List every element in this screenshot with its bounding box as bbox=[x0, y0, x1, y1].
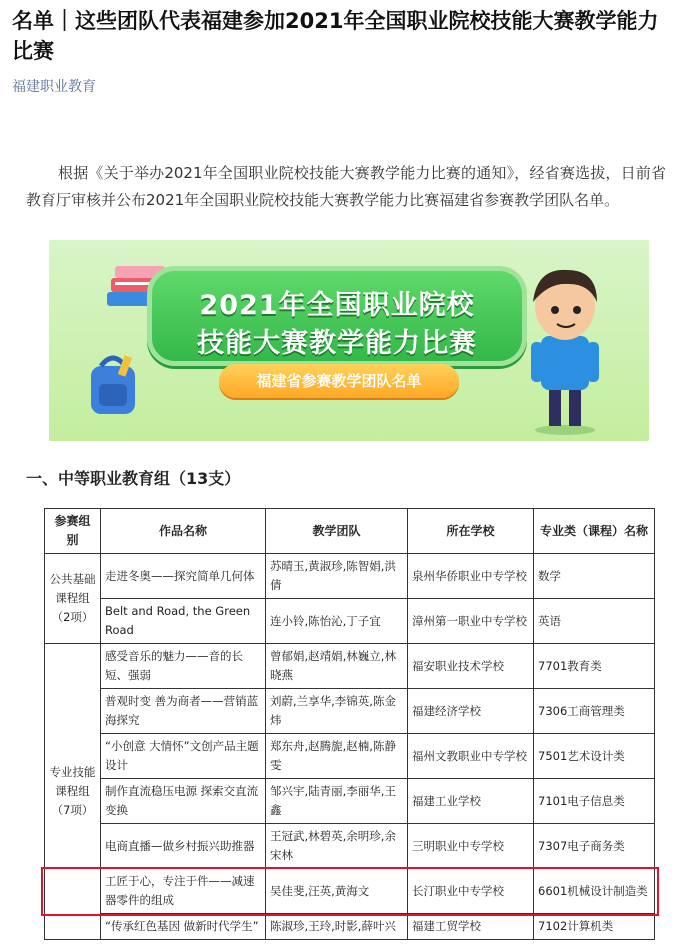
team-cell: 陈淑珍,王玲,时影,薛叶兴 bbox=[266, 914, 408, 940]
school-cell: 泉州华侨职业中专学校 bbox=[408, 554, 534, 599]
major-cell: 7101电子信息类 bbox=[534, 779, 655, 824]
intro-paragraph: 根据《关于举办2021年全国职业院校技能大赛教学能力比赛的通知》，经省赛选拔，日前省教育厅审核并公布2021年全国职业院校技能大赛教学能力比赛福建省参赛教学团队名单。 bbox=[26, 164, 666, 209]
account-name-link[interactable]: 福建职业教育 bbox=[12, 79, 96, 95]
team-cell: 吴佳斐,汪英,黄海文 bbox=[266, 869, 408, 914]
school-cell: 漳州第一职业中专学校 bbox=[408, 599, 534, 644]
work-cell: “传承红色基因 做新时代学生” bbox=[101, 914, 266, 940]
header-school: 所在学校 bbox=[408, 509, 534, 554]
school-cell: 福安职业技术学校 bbox=[408, 644, 534, 689]
work-cell: 工匠于心，专注于件——减速器零件的组成 bbox=[101, 869, 266, 914]
major-cell: 6601机械设计制造类 bbox=[534, 869, 655, 914]
team-cell: 苏晴玉,黄淑珍,陈智娟,洪倩 bbox=[266, 554, 408, 599]
team-cell: 郑东舟,赵腾旎,赵楠,陈静雯 bbox=[266, 734, 408, 779]
school-cell: 长汀职业中专学校 bbox=[408, 869, 534, 914]
table-row-highlighted bbox=[45, 869, 655, 914]
table-header-row bbox=[45, 509, 655, 554]
school-cell: 三明职业中专学校 bbox=[408, 824, 534, 869]
student-character-icon bbox=[519, 262, 609, 437]
group-cell-professional: 专业技能课程组（7项） bbox=[45, 644, 101, 940]
table-row bbox=[45, 734, 655, 779]
table-row bbox=[45, 644, 655, 689]
table-row bbox=[45, 554, 655, 599]
group-cell-public: 公共基础课程组（2项） bbox=[45, 554, 101, 644]
header-team: 教学团队 bbox=[266, 509, 408, 554]
header-work: 作品名称 bbox=[101, 509, 266, 554]
major-cell: 7102计算机类 bbox=[534, 914, 655, 940]
work-cell: “小创意 大情怀”文创产品主题设计 bbox=[101, 734, 266, 779]
team-cell: 曾郁娟,赵靖娟,林巍立,林晓燕 bbox=[266, 644, 408, 689]
work-cell: 电商直播—做乡村振兴助推器 bbox=[101, 824, 266, 869]
major-cell: 英语 bbox=[534, 599, 655, 644]
school-cell: 福建工贸学校 bbox=[408, 914, 534, 940]
header-group: 参赛组别 bbox=[45, 509, 101, 554]
table-row bbox=[45, 824, 655, 869]
teams-table bbox=[44, 508, 655, 940]
table-row bbox=[45, 599, 655, 644]
banner-image bbox=[49, 240, 649, 441]
table-row bbox=[45, 689, 655, 734]
team-cell: 刘蔚,兰享华,李锦英,陈金炜 bbox=[266, 689, 408, 734]
backpack-icon bbox=[83, 350, 143, 420]
major-cell: 7306工商管理类 bbox=[534, 689, 655, 734]
major-cell: 7701教育类 bbox=[534, 644, 655, 689]
article-title: 名单｜这些团队代表福建参加2021年全国职业院校技能大赛教学能力比赛 bbox=[12, 9, 659, 63]
table-row bbox=[45, 914, 655, 940]
major-cell: 7501艺术设计类 bbox=[534, 734, 655, 779]
work-cell: 制作直流稳压电源 探索交直流变换 bbox=[101, 779, 266, 824]
work-cell: 普观时变 善为商者——营销蓝海探究 bbox=[101, 689, 266, 734]
banner-subtitle: 福建省参赛教学团队名单 bbox=[219, 364, 459, 398]
team-cell: 邹兴宇,陆青丽,李丽华,王鑫 bbox=[266, 779, 408, 824]
banner-title-line2: 技能大赛教学能力比赛 bbox=[197, 328, 477, 359]
major-cell: 数学 bbox=[534, 554, 655, 599]
team-cell: 连小铃,陈怡沁,丁子宜 bbox=[266, 599, 408, 644]
work-cell: Belt and Road, the Green Road bbox=[101, 599, 266, 644]
banner-title-line1: 2021年全国职业院校 bbox=[199, 290, 475, 321]
major-cell: 7307电子商务类 bbox=[534, 824, 655, 869]
school-cell: 福建经济学校 bbox=[408, 689, 534, 734]
work-cell: 走进冬奥——探究简单几何体 bbox=[101, 554, 266, 599]
team-cell: 王冠武,林碧英,余明珍,余宋林 bbox=[266, 824, 408, 869]
school-cell: 福建工业学校 bbox=[408, 779, 534, 824]
work-cell: 感受音乐的魅力——音的长短、强弱 bbox=[101, 644, 266, 689]
section-heading: 一、中等职业教育组（13支） bbox=[26, 469, 241, 488]
table-row bbox=[45, 779, 655, 824]
header-major: 专业类（课程）名称 bbox=[534, 509, 655, 554]
school-cell: 福州文教职业中专学校 bbox=[408, 734, 534, 779]
banner-title-panel bbox=[147, 266, 527, 366]
